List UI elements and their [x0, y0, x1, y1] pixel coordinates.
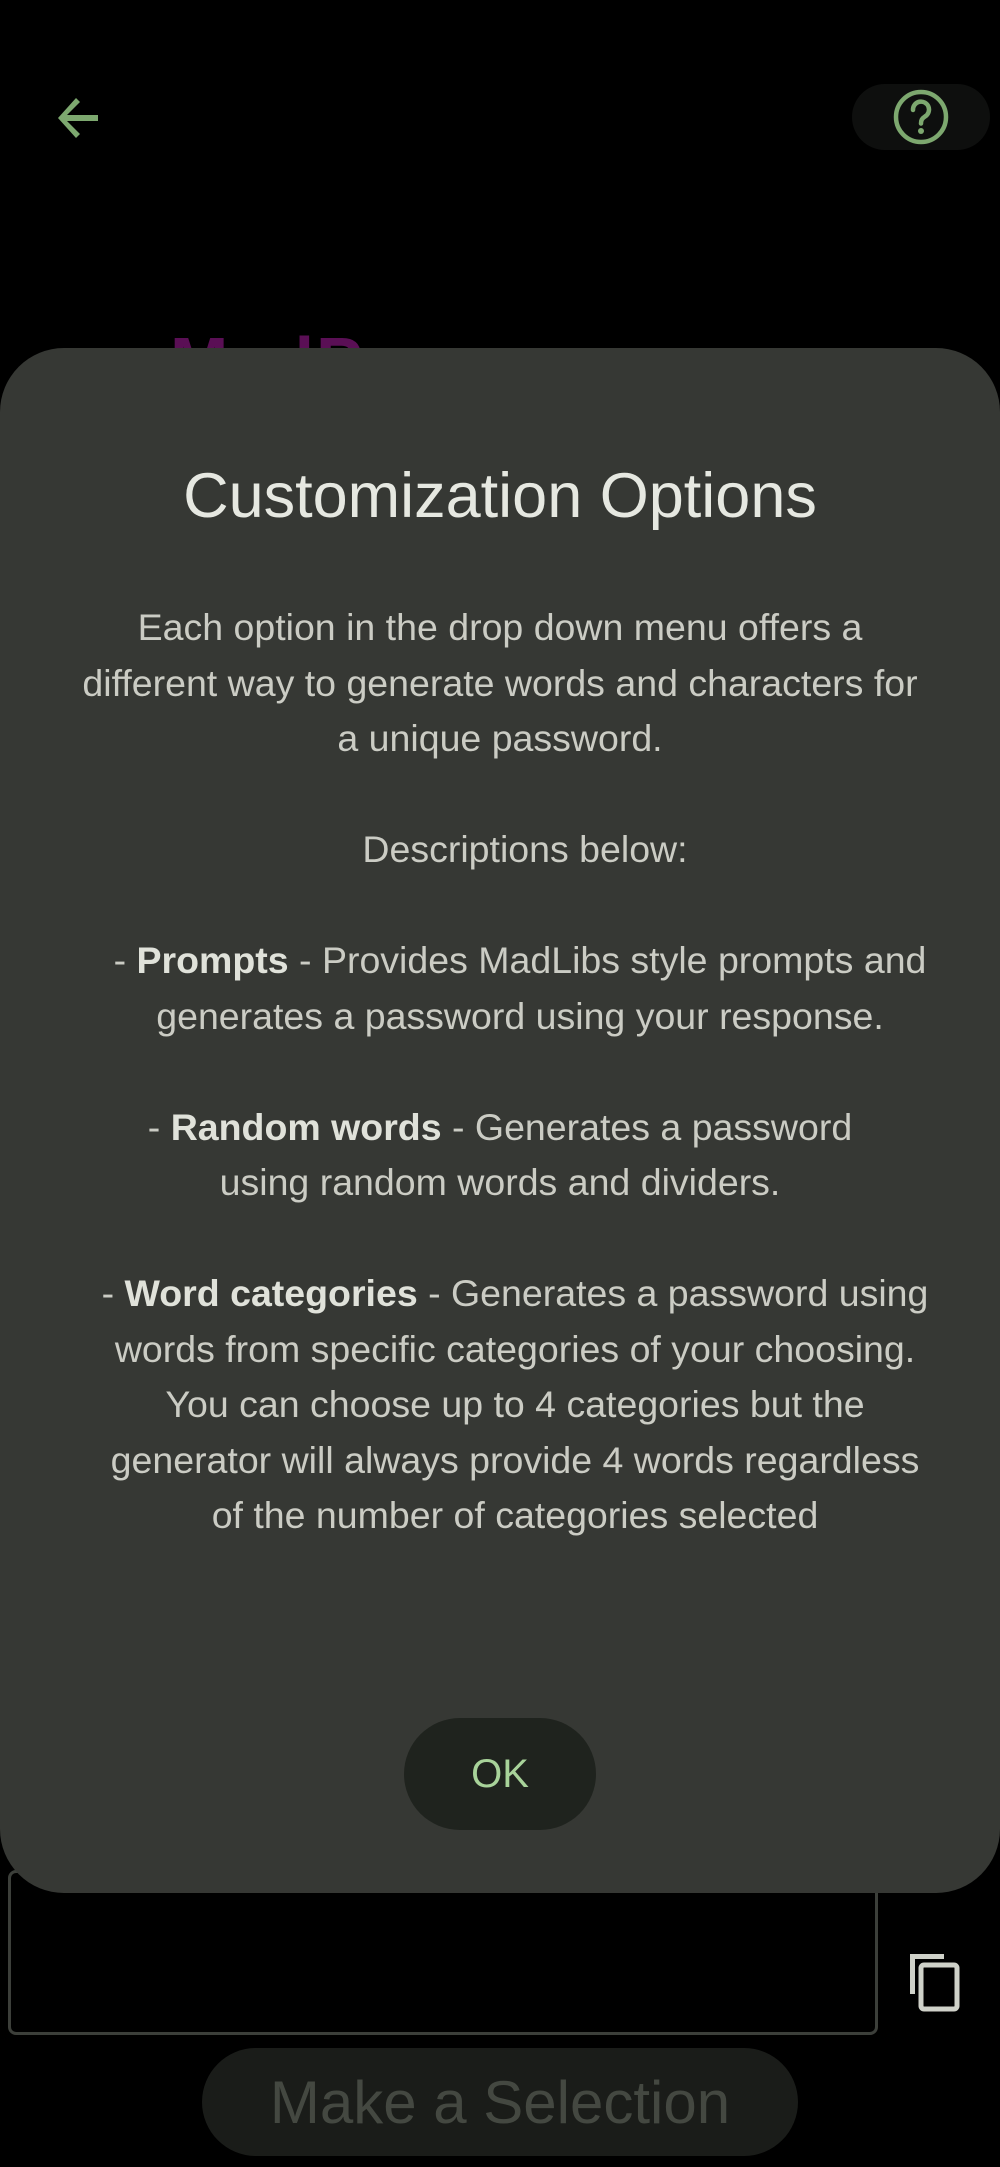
back-button[interactable] [50, 90, 106, 146]
option-description [70, 933, 930, 1044]
option-text: - Generates a password using words from specific categories of your choosing. You can choose up to 4 categories but the generator will always provide 4 words regardless of the number of categories selected [110, 1272, 929, 1536]
make-selection-button[interactable]: Make a Selection [202, 2048, 798, 2156]
dialog-title: Customization Options [183, 461, 817, 531]
dialog-intro: Each option in the drop down menu offers a different way to generate words and characters for a unique password. [82, 606, 918, 759]
option-description [70, 1266, 930, 1544]
option-text: - Provides MadLibs style prompts and generates a password using your response. [156, 939, 927, 1037]
customization-options-dialog [0, 348, 1000, 1893]
option-text: - Generates a password using random words and dividers. [219, 1105, 853, 1203]
descriptions-heading: Descriptions below: [362, 828, 688, 870]
option-prefix: - [147, 1105, 171, 1148]
arrow-left-icon [50, 90, 106, 146]
option-description [70, 1100, 930, 1211]
help-circle-icon [891, 87, 951, 147]
help-button[interactable] [852, 84, 990, 150]
ok-button[interactable]: OK [404, 1718, 596, 1830]
option-prefix: - [101, 1272, 125, 1314]
copy-icon [904, 1948, 964, 2014]
option-prefix: - [113, 939, 137, 981]
copy-button[interactable] [904, 1948, 964, 2014]
option-name: Word categories [124, 1272, 418, 1314]
dialog-body [70, 600, 930, 1544]
option-name: Prompts [136, 939, 289, 981]
password-output-field[interactable] [8, 1870, 878, 2035]
option-name: Random words [170, 1105, 442, 1148]
